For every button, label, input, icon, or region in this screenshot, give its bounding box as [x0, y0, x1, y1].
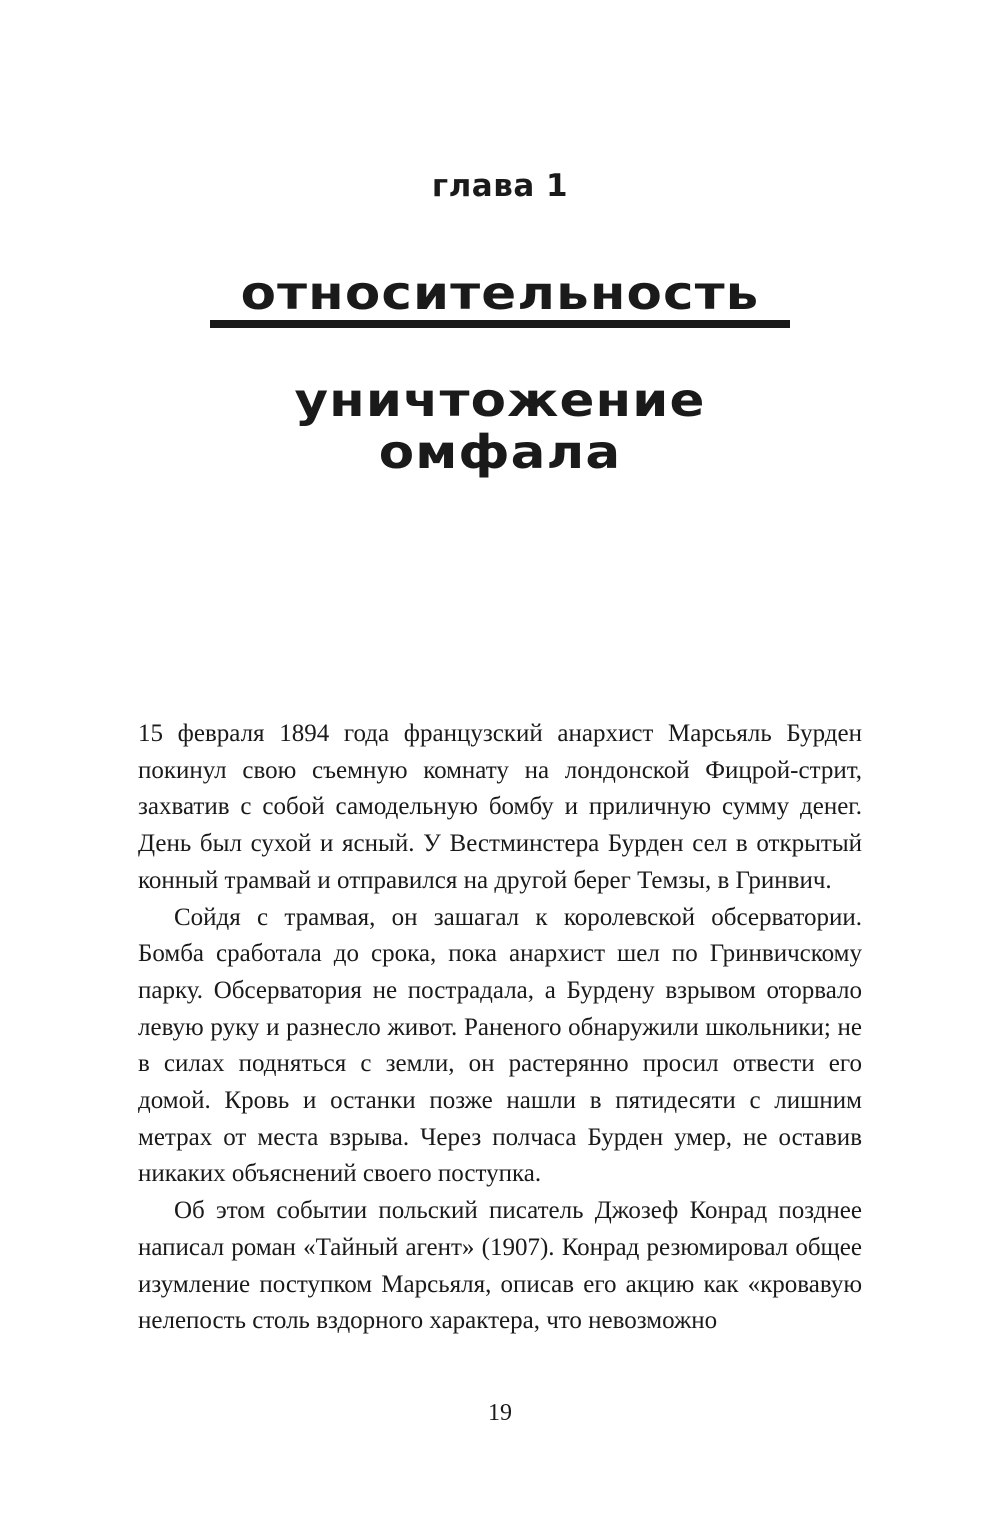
- chapter-label: глава 1: [431, 168, 569, 204]
- page-number: 19: [488, 1400, 512, 1426]
- body-text: [138, 716, 862, 1340]
- paragraph: 15 февраля 1894 года французский анархист Марсьяль Бурден покинул свою съемную комнату на лондонской Фицрой-стрит, захватив с собой самодельную бомбу и приличную сумму денег. День был сухой и ясный. У Вестминстера Бурден сел в открытый конный трамвай и отправился на другой берег Темзы, в Гринвич.: [138, 720, 862, 894]
- title-underline: [210, 320, 790, 328]
- paragraph: Об этом событии польский писатель Джозеф Конрад позднее написал роман «Тайный агент» (1907). Конрад резюмировал общее изумление поступком Марсьяля, описав его акцию как «кровавую нелепость столь вздорного характера, что невозможно: [138, 1197, 862, 1335]
- paragraph: Сойдя с трамвая, он зашагал к королевской обсерватории. Бомба сработала до срока, пока анархист шел по Гринвичскому парку. Обсерватория не пострадала, а Бурдену взрывом оторвало левую руку и разнесло живот. Раненого обнаружили школьники; не в силах подняться с земли, он растерянно просил отвести его домой. Кровь и останки позже нашли в пятидесяти с лишним метрах от места взрыва. Через полчаса Бурден умер, не оставив никаких объяснений своего поступка.: [138, 903, 862, 1188]
- chapter-title-line-2: омфала: [378, 425, 622, 479]
- chapter-title-line-1: уничтожение: [294, 373, 706, 427]
- chapter-title: [108, 374, 892, 478]
- section-title: относительность: [240, 266, 760, 320]
